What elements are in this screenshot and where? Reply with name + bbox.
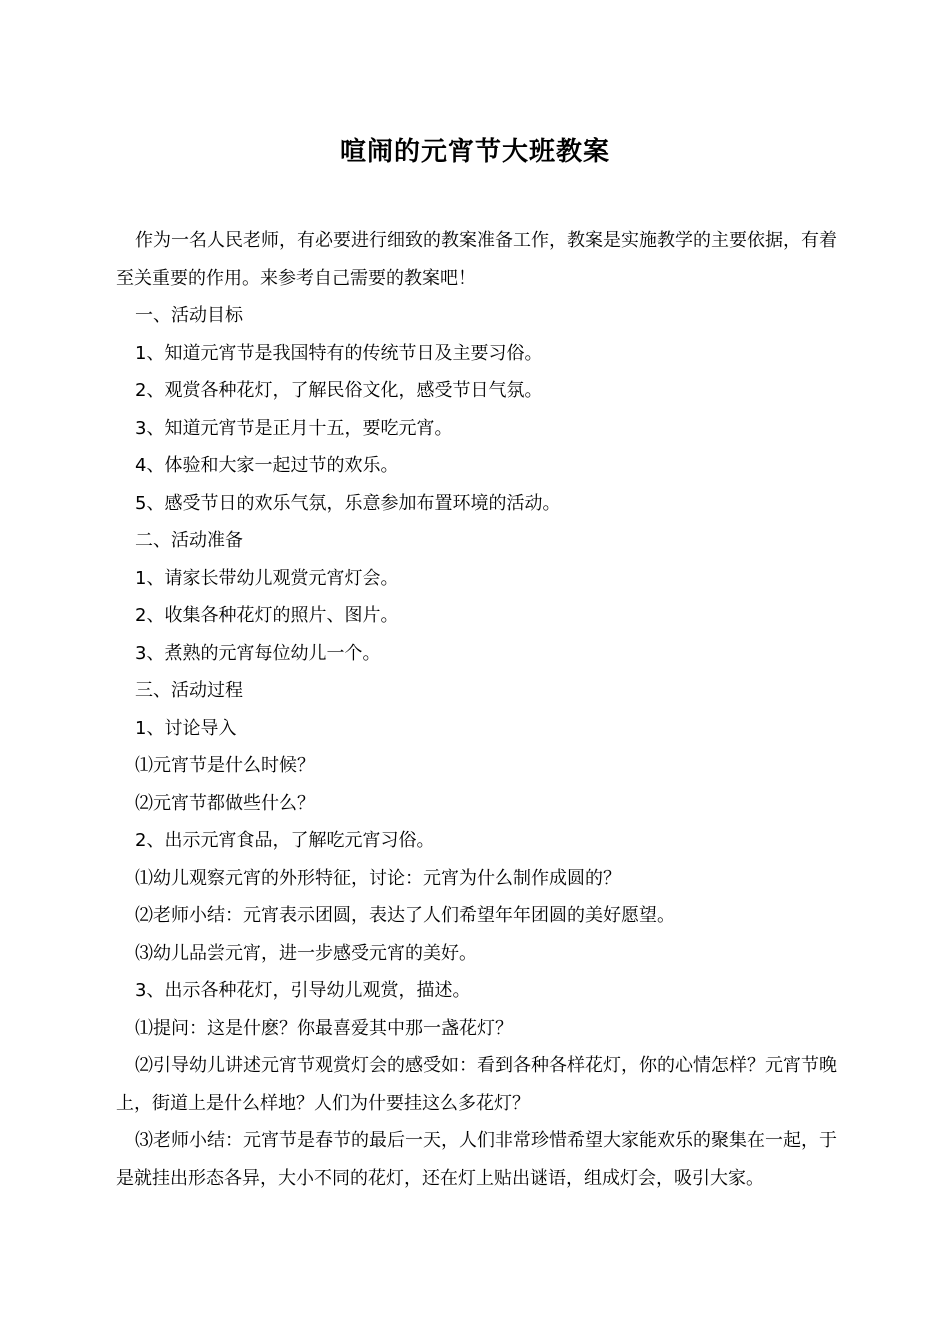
sub-list-item: ⑵引导幼儿讲述元宵节观赏灯会的感受如：看到各种各样花灯，你的心情怎样？元宵节晚上，街道上是什么样地？人们为什要挂这么多花灯？ <box>116 1055 837 1114</box>
list-item: 2、收集各种花灯的照片、图片。 <box>135 605 399 626</box>
list-item: 3、出示各种花灯，引导幼儿观赏，描述。 <box>135 980 471 1001</box>
list-item: 3、煮熟的元宵每位幼儿一个。 <box>135 642 381 664</box>
document-title: 喧闹的元宵节大班教案 <box>339 137 610 167</box>
list-item: 1、请家长带幼儿观赏元宵灯会。 <box>135 567 399 589</box>
sub-list-item: ⑶老师小结：元宵节是春节的最后一天，人们非常珍惜希望大家能欢乐的聚集在一起，于是就挂出形态各异，大小不同的花灯，还在灯上贴出谜语，组成灯会，吸引大家。 <box>116 1130 837 1189</box>
sub-list-item: ⑵老师小结：元宵表示团圆，表达了人们希望年年团圆的美好愿望。 <box>135 905 675 926</box>
intro-paragraph: 作为一名人民老师，有必要进行细致的教案准备工作，教案是实施教学的主要依据，有着至关重要的作用。来参考自己需要的教案吧！ <box>116 230 837 289</box>
list-item: 3、知道元宵节是正月十五，要吃元宵。 <box>135 417 453 439</box>
list-item: 2、出示元宵食品，了解吃元宵习俗。 <box>135 830 435 851</box>
sub-list-item: ⑵元宵节都做些什么？ <box>135 792 315 814</box>
document-body <box>116 222 838 1197</box>
sub-list-item: ⑴提问：这是什麽？你最喜爱其中那一盏花灯？ <box>135 1017 513 1039</box>
sub-list-item: ⑶幼儿品尝元宵，进一步感受元宵的美好。 <box>135 942 477 964</box>
list-item: 5、感受节日的欢乐气氛，乐意参加布置环境的活动。 <box>135 492 561 514</box>
section-heading-preparation: 二、活动准备 <box>135 530 243 551</box>
list-item: 2、观赏各种花灯，了解民俗文化，感受节日气氛。 <box>135 380 543 401</box>
sub-list-item: ⑴元宵节是什么时候？ <box>135 755 315 776</box>
sub-list-item: ⑴幼儿观察元宵的外形特征，讨论：元宵为什么制作成圆的？ <box>135 867 621 889</box>
section-heading-goals: 一、活动目标 <box>135 305 243 326</box>
list-item: 4、体验和大家一起过节的欢乐。 <box>135 455 399 476</box>
list-item: 1、讨论导入 <box>135 717 237 739</box>
list-item: 1、知道元宵节是我国特有的传统节日及主要习俗。 <box>135 342 543 364</box>
section-heading-process: 三、活动过程 <box>135 680 243 701</box>
